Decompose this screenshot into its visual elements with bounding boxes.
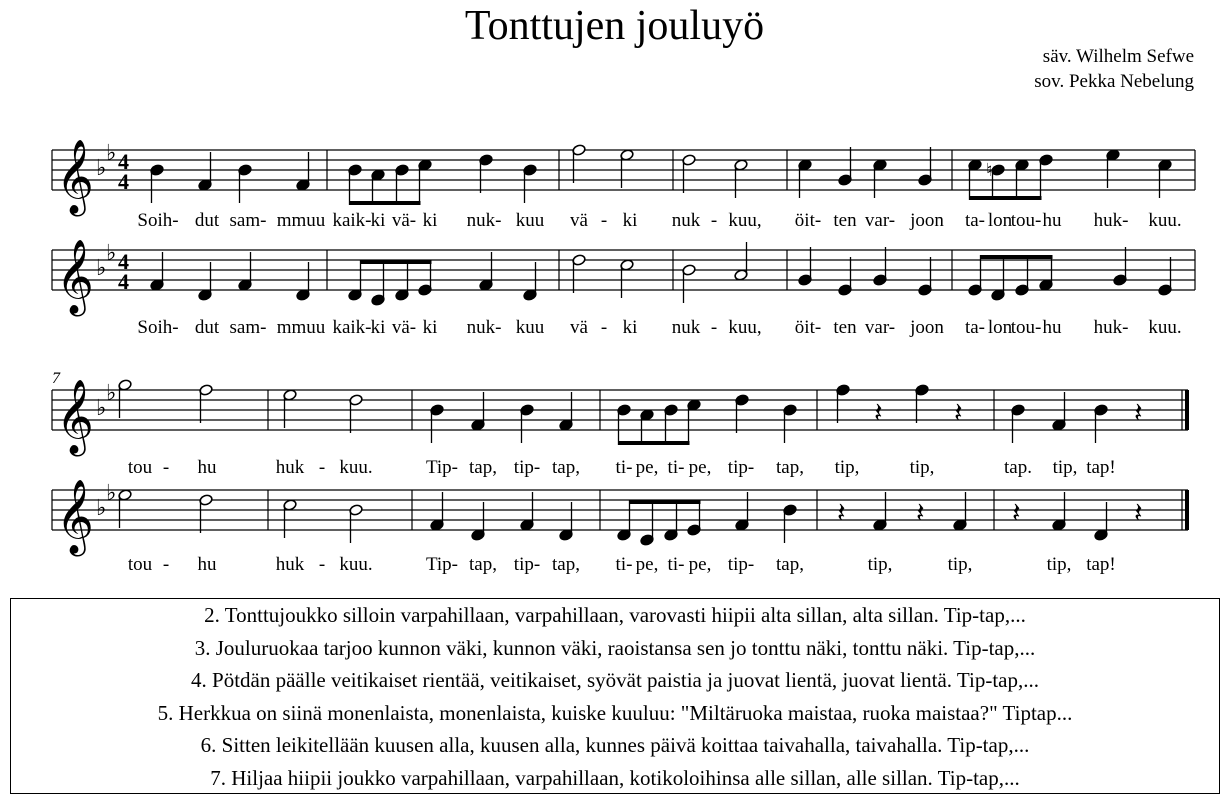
lyric-syllable: vä bbox=[570, 317, 588, 338]
verse-line: 4. Pötdän päälle veitikaiset rientää, veitikaiset, syövät paistia ja juovat lientä, juovat lientä. Tip-tap,... bbox=[191, 668, 1039, 693]
lyric-syllable: kuu bbox=[515, 317, 545, 338]
lyric-syllable: tap, bbox=[776, 457, 804, 478]
lyric-syllable: tap. bbox=[1004, 457, 1032, 478]
lyric-syllable: - bbox=[600, 317, 608, 338]
treble-clef-icon: 𝄞 bbox=[56, 381, 94, 452]
final-barline-thick bbox=[1185, 490, 1189, 530]
final-barline-thick bbox=[1185, 390, 1189, 430]
time-signature-top: 4 bbox=[118, 249, 129, 274]
lyric-syllable: pe, bbox=[688, 554, 712, 575]
lyric-syllable: Soih- bbox=[137, 317, 179, 338]
lyric-syllable: huk- bbox=[1093, 210, 1129, 231]
lyric-syllable: tip, bbox=[909, 457, 935, 478]
lyric-syllable: nuk- bbox=[466, 210, 502, 231]
lyric-syllable: pe, bbox=[635, 554, 659, 575]
lyric-syllable: öit- bbox=[794, 210, 822, 231]
quarter-rest-icon: 𝄽 bbox=[1134, 398, 1143, 429]
lyric-syllable: - bbox=[600, 210, 608, 231]
lyric-syllable: tou- bbox=[1010, 317, 1042, 338]
lyric-syllable: - bbox=[710, 210, 718, 231]
lyric-syllable: ten bbox=[833, 210, 857, 231]
lyric-syllable: tip, bbox=[1046, 554, 1072, 575]
lyric-syllable: tip- bbox=[513, 457, 541, 478]
verse-line: 5. Herkkua on siinä monenlaista, monenlaista, kuiske kuuluu: "Miltäruoka maistaa, ruoka maistaa?" Tiptap... bbox=[157, 700, 1073, 725]
lyric-syllable: joon bbox=[910, 210, 944, 231]
lyric-syllable: sam- bbox=[229, 317, 267, 338]
time-signature-bottom: 4 bbox=[118, 169, 129, 194]
lyric-syllable: tip, bbox=[834, 457, 860, 478]
lyric-syllable: kaik- bbox=[332, 317, 372, 338]
quarter-rest-icon: 𝄽 bbox=[874, 398, 883, 429]
quarter-rest-icon: 𝄽 bbox=[1012, 498, 1021, 529]
lyric-syllable: vä bbox=[570, 210, 588, 231]
lyric-syllable: ki bbox=[422, 210, 438, 231]
arranger-credit: sov. Pekka Nebelung bbox=[1034, 71, 1194, 92]
lyric-syllable: lon bbox=[987, 210, 1013, 231]
flat-icon: ♭ bbox=[96, 395, 107, 420]
lyric-syllable: ki bbox=[370, 210, 386, 231]
treble-clef-icon: 𝄞 bbox=[56, 141, 94, 212]
song-title: Tonttujen jouluyö bbox=[464, 3, 765, 49]
lyric-syllable: tou bbox=[127, 554, 153, 575]
lyric-syllable: kuu. bbox=[1148, 317, 1182, 338]
lyric-syllable: tou bbox=[127, 457, 153, 478]
lyric-syllable: mmuu bbox=[276, 210, 326, 231]
verse-line: 2. Tonttujoukko silloin varpahillaan, varpahillaan, varovasti hiipii alta sillan, alta sillan. Tip-tap,... bbox=[204, 603, 1026, 627]
lyric-syllable: tap, bbox=[469, 554, 497, 575]
lyric-syllable: ki bbox=[622, 210, 638, 231]
lyric-syllable: kaik- bbox=[332, 210, 372, 231]
flat-icon: ♭ bbox=[106, 480, 117, 505]
lyric-syllable: hu bbox=[1042, 317, 1062, 338]
lyric-syllable: dut bbox=[194, 210, 220, 231]
lyric-syllable: nuk bbox=[671, 210, 701, 231]
lyric-syllable: lon bbox=[987, 317, 1013, 338]
beam bbox=[360, 260, 432, 264]
lyric-syllable: Tip- bbox=[425, 554, 459, 575]
flat-icon: ♭ bbox=[96, 255, 107, 280]
lyric-syllable: tip- bbox=[727, 554, 755, 575]
lyric-syllable: mmuu bbox=[276, 317, 326, 338]
lyric-syllable: ta- bbox=[964, 210, 986, 231]
flat-icon: ♭ bbox=[96, 155, 107, 180]
quarter-rest-icon: 𝄽 bbox=[1134, 498, 1143, 529]
lyric-syllable: tap! bbox=[1086, 554, 1116, 575]
lyric-syllable: - bbox=[162, 554, 170, 575]
measure-number: 7 bbox=[52, 370, 60, 387]
quarter-rest-icon: 𝄽 bbox=[954, 398, 963, 429]
lyric-syllable: sam- bbox=[229, 210, 267, 231]
lyric-syllable: - bbox=[318, 554, 326, 575]
natural-icon: ♮ bbox=[986, 160, 993, 180]
lyric-syllable: huk bbox=[275, 457, 305, 478]
verse-list bbox=[11, 599, 1219, 795]
lyric-syllable: kuu. bbox=[1148, 210, 1182, 231]
beam bbox=[980, 255, 1053, 259]
beam bbox=[349, 201, 421, 205]
lyric-syllable: tou- bbox=[1010, 210, 1042, 231]
verse-line: 6. Sitten leikitellään kuusen alla, kuusen alla, kunnes päivä koittaa taivahalla, taivahalla. Tip-tap,... bbox=[200, 733, 1030, 758]
lyric-syllable: huk bbox=[275, 554, 305, 575]
lyric-syllable: tap, bbox=[469, 457, 497, 478]
lyric-syllable: kuu. bbox=[339, 554, 373, 575]
lyric-syllable: ti- bbox=[615, 554, 633, 575]
lyric-syllable: tap, bbox=[552, 554, 580, 575]
flat-icon: ♭ bbox=[96, 495, 107, 520]
flat-icon: ♭ bbox=[106, 240, 117, 265]
time-signature-bottom: 4 bbox=[118, 269, 129, 294]
lyric-syllable: hu bbox=[1042, 210, 1062, 231]
lyric-syllable: tip, bbox=[867, 554, 893, 575]
lyric-syllable: tip, bbox=[947, 554, 973, 575]
lyric-syllable: ki bbox=[622, 317, 638, 338]
lyric-syllable: joon bbox=[910, 317, 944, 338]
lyric-syllable: nuk bbox=[671, 317, 701, 338]
lyric-syllable: pe, bbox=[688, 457, 712, 478]
additional-verses-box bbox=[10, 598, 1220, 794]
lyric-syllable: huk- bbox=[1093, 317, 1129, 338]
lyric-syllable: pe, bbox=[635, 457, 659, 478]
lyric-syllable: tap! bbox=[1086, 457, 1116, 478]
lyric-syllable: tap, bbox=[552, 457, 580, 478]
beam bbox=[629, 500, 701, 504]
lyric-syllable: tap, bbox=[776, 554, 804, 575]
lyric-syllable: - bbox=[162, 457, 170, 478]
beam bbox=[618, 441, 690, 445]
lyric-syllable: vä- bbox=[391, 210, 417, 231]
flat-icon: ♭ bbox=[106, 380, 117, 405]
lyric-syllable: hu bbox=[197, 457, 217, 478]
lyric-syllable: var- bbox=[864, 317, 896, 338]
lyric-syllable: ti- bbox=[667, 554, 685, 575]
lyric-syllable: ten bbox=[833, 317, 857, 338]
lyric-syllable: kuu, bbox=[728, 210, 762, 231]
lyric-syllable: - bbox=[318, 457, 326, 478]
lyric-syllable: kuu bbox=[515, 210, 545, 231]
verse-line: 7. Hiljaa hiipii joukko varpahillaan, varpahillaan, kotikoloihinsa alle sillan, alle sillan. Tip-tap,... bbox=[210, 765, 1020, 790]
time-signature-top: 4 bbox=[118, 149, 129, 174]
lyric-syllable: ki bbox=[370, 317, 386, 338]
treble-clef-icon: 𝄞 bbox=[56, 481, 94, 552]
lyric-syllable: ti- bbox=[667, 457, 685, 478]
lyric-syllable: tip- bbox=[727, 457, 755, 478]
lyric-syllable: ti- bbox=[615, 457, 633, 478]
lyric-syllable: vä- bbox=[391, 317, 417, 338]
lyric-syllable: hu bbox=[197, 554, 217, 575]
flat-icon: ♭ bbox=[106, 140, 117, 165]
verse-line: 3. Jouluruokaa tarjoo kunnon väki, kunnon väki, raoistansa sen jo tonttu näki, tonttu näki. Tip-tap,... bbox=[194, 635, 1036, 660]
lyric-syllable: kuu, bbox=[728, 317, 762, 338]
treble-clef-icon: 𝄞 bbox=[56, 241, 94, 312]
lyric-syllable: dut bbox=[194, 317, 220, 338]
quarter-rest-icon: 𝄽 bbox=[916, 498, 925, 529]
lyric-syllable: Soih- bbox=[137, 210, 179, 231]
lyric-syllable: ta- bbox=[964, 317, 986, 338]
lyric-syllable: Tip- bbox=[425, 457, 459, 478]
lyric-syllable: tip- bbox=[513, 554, 541, 575]
lyric-syllable: ki bbox=[422, 317, 438, 338]
lyric-syllable: var- bbox=[864, 210, 896, 231]
beam bbox=[969, 196, 1042, 200]
lyric-syllable: kuu. bbox=[339, 457, 373, 478]
lyric-syllable: - bbox=[710, 317, 718, 338]
composer-credit: säv. Wilhelm Sefwe bbox=[1042, 46, 1194, 67]
lyric-syllable: nuk- bbox=[466, 317, 502, 338]
lyric-syllable: tip, bbox=[1052, 457, 1078, 478]
lyric-syllable: öit- bbox=[794, 317, 822, 338]
quarter-rest-icon: 𝄽 bbox=[837, 498, 846, 529]
